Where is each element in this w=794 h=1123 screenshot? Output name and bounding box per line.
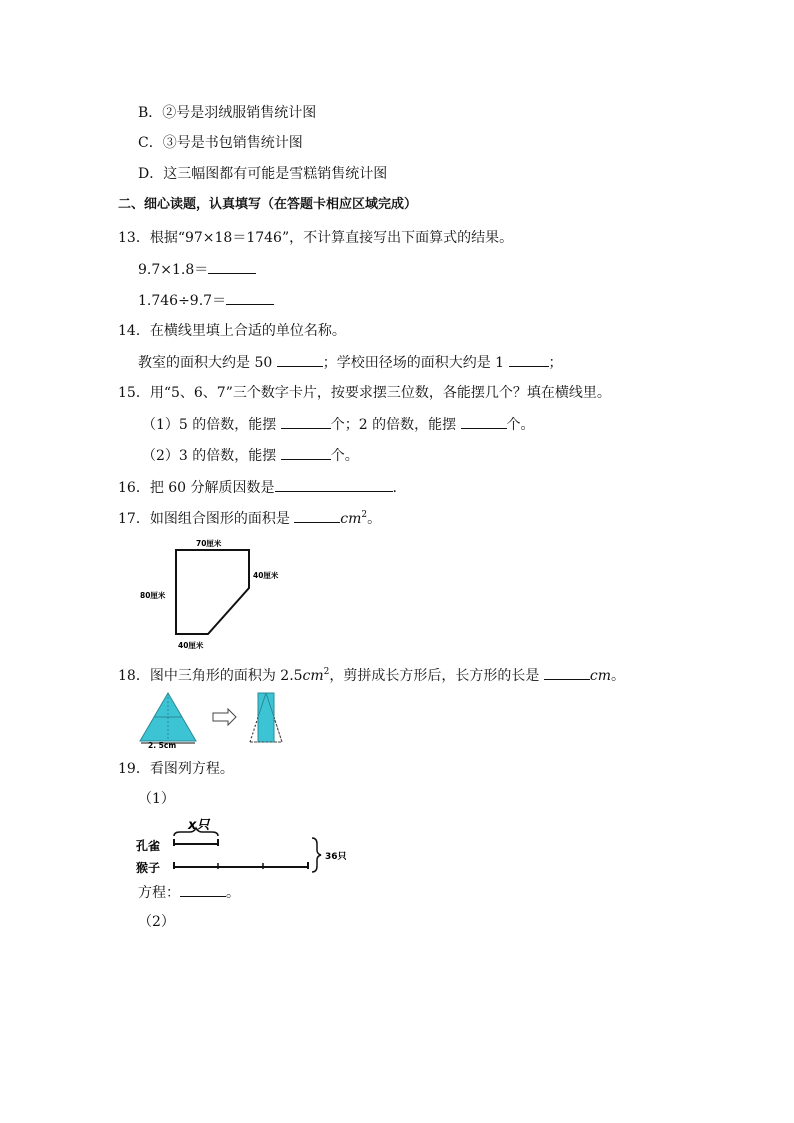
q18-value: 2.5 [280,668,303,684]
answer-blank[interactable] [544,665,590,680]
option-d: D．这三幅图都有可能是雪糕销售统计图 [138,166,388,182]
rectangle [258,693,274,742]
q19-sub1: （1） [138,791,175,807]
q17-prompt: 17．如图组合图形的面积是 [118,511,290,527]
q13-line2-text: 1.746÷9.7＝ [138,293,227,309]
q18-end: 。 [610,668,625,684]
q15-sub1 [142,414,535,435]
q14-line [138,352,563,373]
q18-unit2: cm [589,668,611,684]
q18-line [118,665,625,686]
option-b: B．②号是羽绒服销售统计图 [138,105,317,121]
q14-part3: ； [548,355,563,371]
q13-line1 [138,259,256,280]
x-label: x只 [188,818,210,833]
q15-sub2-b: 个。 [330,448,359,464]
answer-blank[interactable] [281,414,331,429]
row1-label: 孔雀 [136,839,161,853]
dashed-left [250,717,258,742]
equation-label: 方程： [138,885,180,901]
q15-sub2-a: （2）3 的倍数，能摆 [142,448,277,464]
q16-prompt: 16．把 60 分解质因数是 [118,480,275,496]
q17-composite-figure [138,536,298,654]
answer-blank[interactable] [509,352,549,367]
q13-line2 [138,290,274,311]
q15-prompt: 15．用“5、6、7”三个数字卡片，按要求摆三位数，各能摆几个？填在横线里。 [118,385,611,401]
q14-part2: ；学校田径场的面积大约是 1 [322,355,505,371]
equation-end: 。 [226,885,240,901]
q17-unit: cm [340,511,362,527]
q15-sub1-c: 个。 [506,417,535,433]
base-label: 2. 5cm [148,741,177,750]
label-right: 40厘米 [253,571,279,580]
q13-prompt: 13．根据“97×18＝1746”，不计算直接写出下面算式的结果。 [118,230,514,246]
q19-sub2: （2） [138,914,175,930]
q19-bar-figure [136,812,366,876]
label-left: 80厘米 [140,591,166,600]
q15-sub1-b: 个；2 的倍数，能摆 [330,417,457,433]
answer-blank[interactable] [461,414,507,429]
answer-blank[interactable] [275,477,393,492]
composite-shape [176,550,249,634]
q19-equation [138,882,240,903]
answer-blank[interactable] [277,352,323,367]
q16-line [118,477,397,498]
arrow-icon [213,709,236,725]
q13-line1-text: 9.7×1.8＝ [138,262,209,278]
answer-blank[interactable] [180,882,226,897]
q17-unit-exp: 2 [361,510,368,520]
q14-part1: 教室的面积大约是 50 [138,355,273,371]
q15-sub2 [142,445,359,466]
answer-blank[interactable] [294,508,340,523]
q14-prompt: 14．在横线里填上合适的单位名称。 [118,323,346,339]
q18-triangle-figure [138,690,318,750]
q18-unit: cm [302,668,324,684]
section-heading: 二、细心读题，认真填写（在答题卡相应区域完成） [118,197,418,212]
q16-end: . [392,480,397,496]
q18-unit-exp: 2 [323,667,330,677]
q17-line [118,508,381,529]
answer-blank[interactable] [281,445,331,460]
total-label: 36只 [325,852,347,862]
label-top: 70厘米 [196,539,222,548]
q18-prompt-b: ，剪拼成长方形后，长方形的长是 [329,668,540,684]
row2-label: 猴子 [136,861,161,875]
answer-blank[interactable] [226,290,274,305]
q17-end: 。 [367,511,382,527]
q15-sub1-a: （1）5 的倍数，能摆 [142,417,277,433]
brace-total [312,838,321,872]
answer-blank[interactable] [208,259,256,274]
option-c: C．③号是书包销售统计图 [138,135,303,151]
label-bottom: 40厘米 [178,641,204,650]
q19-prompt: 19．看图列方程。 [118,761,234,777]
q18-prompt-a: 18．图中三角形的面积为 [118,668,276,684]
